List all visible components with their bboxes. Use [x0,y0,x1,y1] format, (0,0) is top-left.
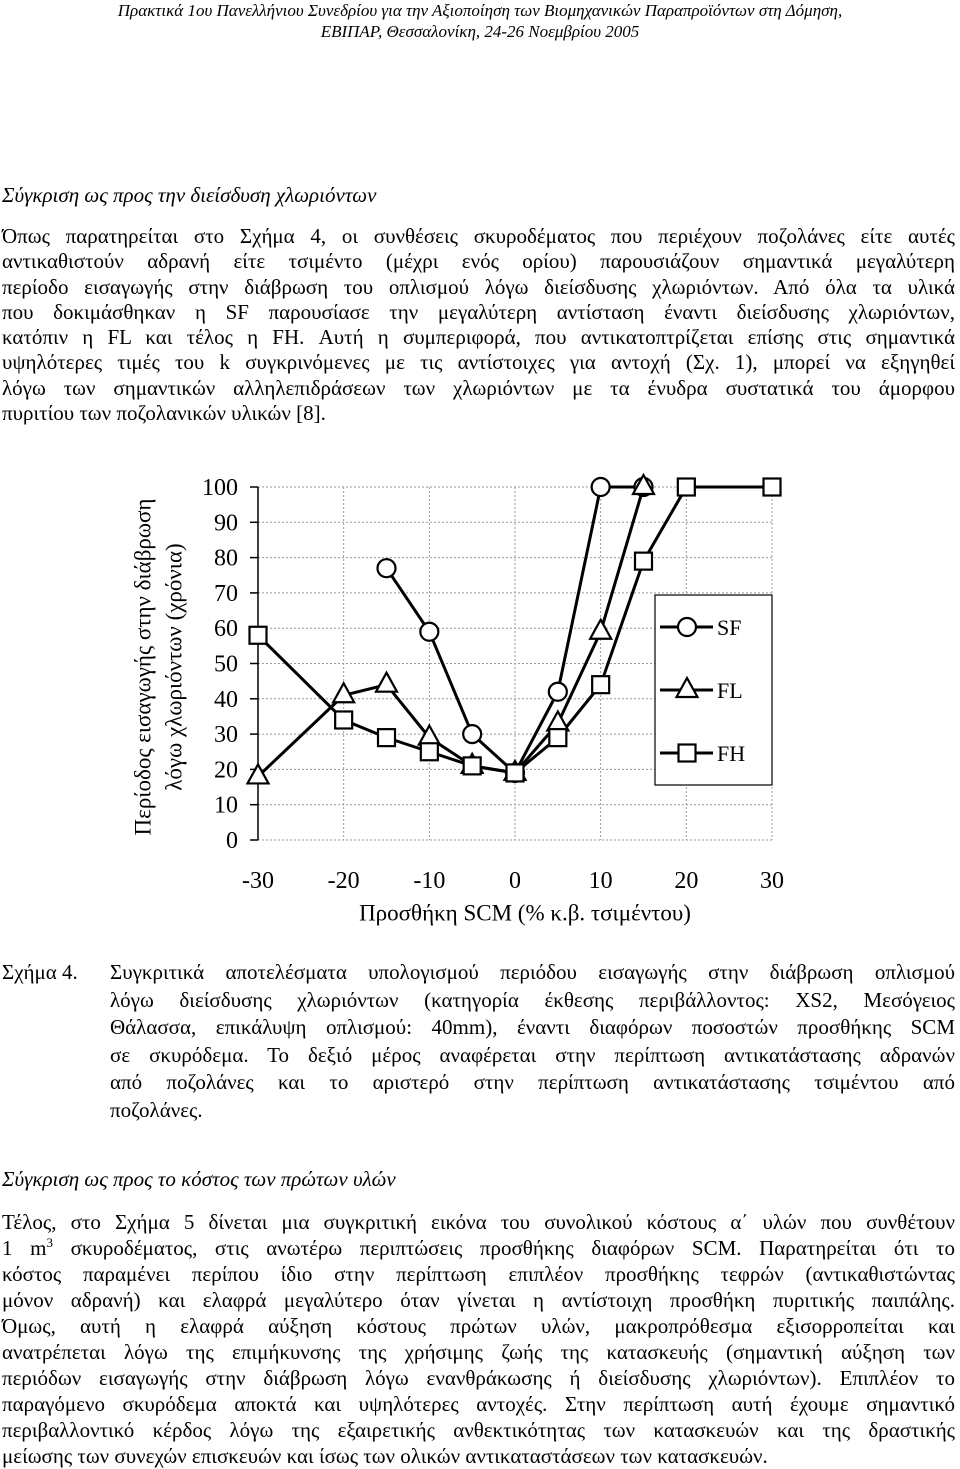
y-tick-label: 80 [214,545,238,572]
x-tick-label: -30 [242,868,274,894]
data-point-FL [376,673,397,692]
text-span: 1 m [2,1236,47,1260]
figure-4-chart [0,460,960,940]
paragraph-line: ανατρέπεται λόγω της επιμήκυνσης της χρήσιμης ζωής της κατασκευής (σημαντική αύξηση των [2,1340,955,1364]
section-heading-cost: Σύγκριση ως προς το κόστος των πρώτων υλών [2,1167,396,1191]
y-tick-label: 50 [214,651,238,678]
y-tick-label: 100 [202,475,238,501]
paragraph-line: περίοδο εισαγωγής στην διάβρωση του οπλισμού λόγω διείσδυσης χλωριόντων. Από όλα τα υλικά [2,274,955,299]
figure-caption [110,959,955,1124]
paragraph-line: λόγω των σημαντικών αλληλεπιδράσεων των χλωριόντων με τα ένυδρα συστατικά του άμορφου [2,375,955,400]
data-point-SF [592,478,610,496]
x-tick-label: 20 [674,868,699,894]
y-tick-label: 10 [214,792,238,819]
y-tick-label: 90 [214,510,238,537]
y-tick-label: 20 [214,757,238,784]
caption-line: Θάλασσα, επικάλυψη οπλισμού: 40mm), έναντι διαφόρων ποσοστών προσθήκης SCM [110,1015,955,1039]
paragraph-line: Τέλος, στο Σχήμα 5 δίνεται μια συγκριτική εικόνα του συνολικού κόστους α΄ υλών που συνθέτουν [2,1210,955,1234]
data-point-FH [549,729,566,746]
paragraph-line: μόνον αδρανή) και ελαφρά μεγαλύτερο όταν γίνεται η αντίστοιχη προσθήκη πυριτικής παιπάλης. [2,1288,955,1312]
superscript: 3 [46,1235,53,1250]
y-tick-label: 40 [214,686,238,713]
series-line-FL [258,487,644,776]
legend-marker-FH [679,745,696,762]
text-span: σκυροδέματος, στις ανωτέρω περιπτώσεις προσθήκης διαφόρων SCM. Παρατηρείται ότι το [52,1236,955,1260]
data-point-FH [335,711,352,728]
x-tick-label: -10 [413,868,446,894]
data-point-FH [464,757,481,774]
data-point-FL [590,620,611,639]
y-axis-title-line-2: λόγω χλωριόντων (χρόνια) [161,543,187,791]
x-axis-title: Προσθήκη SCM (% κ.β. τσιμέντου) [359,900,691,926]
figure-label: Σχήμα 4. [2,960,78,984]
header-line-2: ΕΒΙΠΑΡ, Θεσσαλονίκη, 24-26 Νοεμβρίου 2005 [320,22,640,41]
data-point-FL [547,712,568,731]
paragraph-line: που δοκιμάσθηκαν η SF παρουσίασε την μεγαλύτερη αντίσταση έναντι διείσδυσης χλωριόντων, [2,299,955,324]
y-tick-label: 70 [214,580,238,607]
data-point-FH [635,553,652,570]
data-point-FH [378,729,395,746]
paragraph-chloride [2,224,955,426]
header-line-1: Πρακτικά 1ου Πανελλήνιου Συνεδρίου για την Αξιοποίηση των Βιομηχανικών Παραπροϊόντων στη Δόμηση, [117,1,843,20]
legend-label-FH: FH [717,741,746,766]
plot-area [202,475,784,894]
paragraph-line: κόστος παραμένει περίπου ίδιο στην περίπτωση επιπλέον προσθήκης τεφρών (αντικαθιστώντας [2,1262,955,1286]
y-tick-label: 30 [214,722,238,749]
data-point-FH [592,676,609,693]
legend-label-FL: FL [717,678,743,703]
data-point-FH [764,479,781,496]
data-point-FH [421,743,438,760]
x-tick-label: 30 [760,868,784,894]
x-tick-label: -20 [327,868,360,894]
data-point-FL [248,764,269,783]
legend-marker-SF [678,618,696,636]
paragraph-line: παραγόμενο σκυρόδεμα αποκτά και υψηλότερες αντοχές. Στην περίπτωση αυτή έχουμε σημαντικό [2,1392,955,1416]
y-tick-label: 60 [214,616,238,643]
data-point-FH [507,764,524,781]
data-point-SF [463,725,481,743]
paragraph-line: Όμως, αυτή η ελαφρά αύξηση κόστους πρώτων υλών, μακροπρόθεσμα εξισορροπείται και [2,1314,955,1338]
caption-line: Συγκριτικά αποτελέσματα υπολογισμού περιόδου εισαγωγής στην διάβρωση οπλισμού [110,960,955,984]
data-point-SF [420,623,438,641]
paragraph-line: περιόδων εισαγωγής στην διάβρωση λόγω ενανθράκωσης ή διείσδυσης χλωριόντων). Επιπλέον το [2,1366,955,1390]
paragraph-line: μείωσης των συνεχών επισκευών και ίσως των ολικών αντικαταστάσεων των κατασκευών. [2,1444,768,1468]
legend-label-SF: SF [717,615,742,640]
x-tick-label: 10 [588,868,613,894]
section-heading-chloride: Σύγκριση ως προς την διείσδυση χλωριόντων [2,183,377,207]
running-header [0,0,960,42]
paragraph-line: περιβαλλοντικό κέρδος λόγω της εξαιρετικής ανθεκτικότητας των κατασκευών και της δραστικής [2,1418,955,1442]
data-point-FH [250,627,267,644]
data-point-FH [678,479,695,496]
caption-line: ποζολάνες. [110,1097,203,1122]
legend [655,595,772,785]
paragraph-line: κατόπιν η FL και τέλος η FH. Αυτή η συμπεριφορά, που αντικατοπτρίζεται επίσης στις σημαντικά [2,325,955,350]
y-axis-title-line-1: Περίοδος εισαγωγής στην διάβρωση [130,498,156,836]
paragraph-line: πυριτίου των ποζολανικών υλικών [8]. [2,401,326,426]
caption-line: από ποζολάνες και το αριστερό στην περίπτωση αντικατάστασης τσιμέντου από [110,1070,955,1094]
caption-line: σε σκυρόδεμα. Το δεξιό μέρος αναφέρεται στην περίπτωση αντικατάστασης αδρανών [110,1042,955,1067]
y-tick-label: 0 [226,828,238,854]
caption-line: λόγω διείσδυσης χλωριόντων (κατηγορία έκθεσης περιβάλλοντος: XS2, Μεσόγειος [110,987,955,1012]
paragraph-cost [2,1209,955,1469]
x-tick-label: 0 [509,868,521,894]
paragraph-line: Όπως παρατηρείται στο Σχήμα 4, οι συνθέσεις σκυροδέματος που περιέχουν ποζολάνες είτε αυτές [2,224,955,248]
paragraph-line: αντικαθιστούν αδρανή είτε τσιμέντο (μέχρι ενός ορίου) παρουσιάζουν σημαντικά μεγαλύτερη [2,249,955,274]
data-point-SF [378,559,396,577]
paragraph-line [2,1235,955,1261]
paragraph-line: υψηλότερες τιμές του k συγκρινόμενες με τις αντίστοιχες για αντοχή (Σχ. 1), μπορεί να εξηγηθεί [2,350,955,375]
data-point-SF [549,683,567,701]
